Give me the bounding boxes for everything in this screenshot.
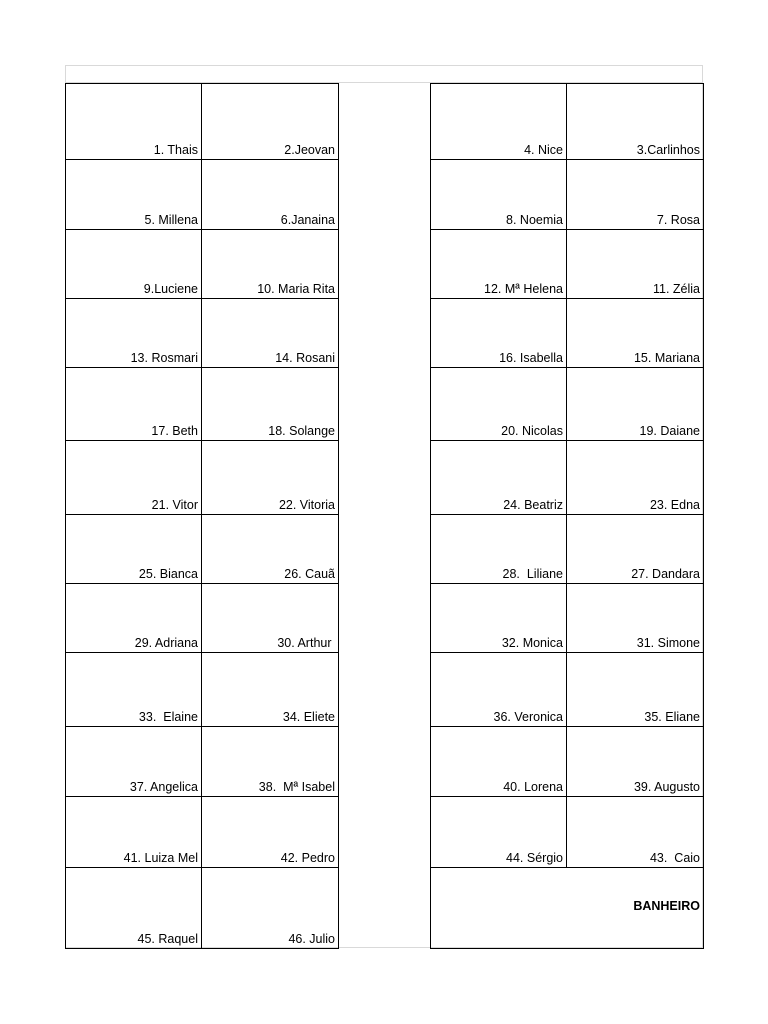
seat-cell: 42. Pedro <box>280 851 335 865</box>
seat-cell: 44. Sérgio <box>506 851 563 865</box>
seat-cell: 16. Isabella <box>499 351 563 365</box>
right-grid-hline <box>430 298 704 299</box>
seat-cell: 15. Mariana <box>633 351 700 365</box>
seat-cell: 33. Elaine <box>138 710 198 724</box>
seat-cell: 8. Noemia <box>506 213 563 227</box>
seat-cell: 29. Adriana <box>134 636 198 650</box>
left-grid-hline <box>65 367 339 368</box>
left-grid-hline <box>65 514 339 515</box>
left-grid-vline <box>338 83 339 949</box>
left-grid-hline <box>65 796 339 797</box>
left-grid-hline <box>65 726 339 727</box>
seat-cell: 5. Millena <box>144 213 198 227</box>
banheiro-label: BANHEIRO <box>633 899 700 913</box>
right-grid-hline <box>430 583 704 584</box>
right-grid-vline <box>566 83 567 868</box>
seat-cell: 7. Rosa <box>656 213 700 227</box>
left-grid-hline <box>65 583 339 584</box>
seat-cell: 4. Nice <box>524 143 563 157</box>
seat-cell: 20. Nicolas <box>501 424 563 438</box>
right-grid-vline <box>703 83 704 949</box>
right-grid-hline <box>430 948 704 949</box>
seat-cell: 30. Arthur <box>277 636 335 650</box>
left-grid-hline <box>65 867 339 868</box>
header-row <box>65 65 703 83</box>
left-grid-hline <box>65 298 339 299</box>
seat-cell: 21. Vitor <box>151 498 198 512</box>
right-grid-hline <box>430 726 704 727</box>
seat-cell: 11. Zélia <box>652 282 700 296</box>
right-grid-hline <box>430 652 704 653</box>
right-grid-hline <box>430 514 704 515</box>
seat-cell: 9.Luciene <box>143 282 198 296</box>
seat-cell: 35. Eliane <box>644 710 700 724</box>
seat-cell: 43. Caio <box>649 851 700 865</box>
seat-cell: 22. Vitoria <box>278 498 335 512</box>
left-grid-hline <box>65 83 339 84</box>
left-grid-hline <box>65 159 339 160</box>
seat-cell: 3.Carlinhos <box>636 143 700 157</box>
right-grid-vline <box>430 83 431 949</box>
seat-cell: 31. Simone <box>636 636 700 650</box>
seat-cell: 6.Janaina <box>280 213 335 227</box>
seat-cell: 1. Thais <box>153 143 198 157</box>
left-grid-hline <box>65 948 339 949</box>
right-grid-hline <box>430 83 704 84</box>
seat-cell: 38. Mª Isabel <box>258 780 335 794</box>
left-grid-hline <box>65 440 339 441</box>
seat-cell: 39. Augusto <box>633 780 700 794</box>
seat-cell: 28. Liliane <box>502 567 563 581</box>
seat-cell: 10. Maria Rita <box>257 282 335 296</box>
seat-cell: 17. Beth <box>151 424 198 438</box>
right-grid-hline <box>430 367 704 368</box>
seat-cell: 18. Solange <box>268 424 335 438</box>
seat-cell: 25. Bianca <box>138 567 198 581</box>
seat-cell: 2.Jeovan <box>284 143 335 157</box>
left-grid-hline <box>65 652 339 653</box>
seat-cell: 46. Julio <box>288 932 335 946</box>
seat-cell: 34. Eliete <box>282 710 335 724</box>
seat-cell: 36. Veronica <box>493 710 563 724</box>
seat-cell: 13. Rosmari <box>130 351 198 365</box>
seat-cell: 24. Beatriz <box>503 498 563 512</box>
seat-cell: 40. Lorena <box>503 780 563 794</box>
seat-cell: 19. Daiane <box>639 424 700 438</box>
seat-cell: 41. Luiza Mel <box>123 851 198 865</box>
right-grid-hline <box>430 229 704 230</box>
seat-cell: 37. Angelica <box>129 780 198 794</box>
seat-cell: 12. Mª Helena <box>484 282 563 296</box>
seat-cell: 45. Raquel <box>137 932 198 946</box>
seat-cell: 14. Rosani <box>275 351 335 365</box>
left-grid-hline <box>65 229 339 230</box>
seat-cell: 32. Monica <box>501 636 563 650</box>
seat-cell: 23. Edna <box>649 498 700 512</box>
left-grid-vline <box>65 83 66 949</box>
right-grid-hline <box>430 159 704 160</box>
right-grid-hline <box>430 440 704 441</box>
right-grid-hline <box>430 796 704 797</box>
seat-cell: 27. Dandara <box>631 567 700 581</box>
seat-cell: 26. Cauã <box>284 567 335 581</box>
left-grid-vline <box>201 83 202 949</box>
